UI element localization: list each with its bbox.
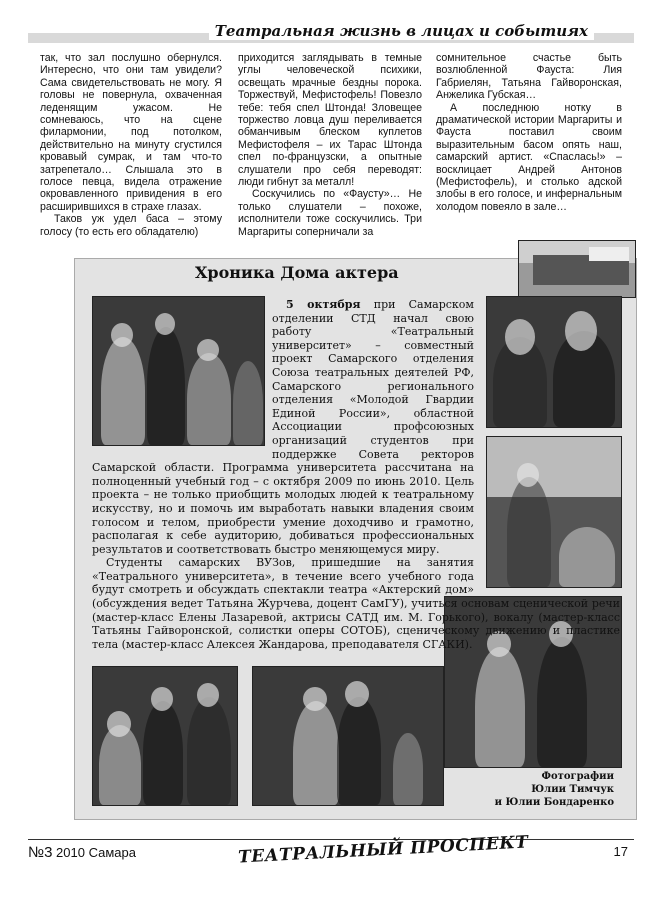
header-title: Театральная жизнь в лицах и событиях [209, 22, 594, 40]
issue-year-city: 2010 Самара [52, 845, 136, 860]
issue-number: №3 [28, 844, 53, 861]
page-header [28, 22, 634, 48]
article-column-1 [40, 52, 222, 238]
footer-rule [28, 839, 634, 840]
page-number: 17 [613, 844, 628, 859]
paragraph: А последнюю нотку в драматической истории Маргариты и Фауста поставил своим выразительным басом опять наш, самарский артист. «Спаслась!» – восклицает Андрей Антонов (Мефистофель), и столько адской злобы в его голосе, и инфернальным холодом повеяло в зале… [436, 101, 622, 213]
article-column-3 [436, 52, 622, 213]
paragraph: так, что зал послушно обернулся. Интересно, что они там увидели? Сама свидетельствовать не могу. Я головы не повернула, охваченная леденящим ужасом. Не сомневаюсь, что на сцене филармонии, под потолком, действительно на минуту сгустился кровавый сумрак, и там что-то затрепетало… Слышала это в голосе певца, видела отражение окровавленного привидения в его расширившихся в страхе глазах. [40, 52, 222, 213]
chronicle-date: 5 октября [286, 298, 361, 311]
chronicle-text [92, 298, 620, 651]
paragraph: приходится заглядывать в темные углы человеческой психики, освещать мрачные бездны порока. Торжествуй, Мефистофель! Повезло тебе: тебя спел Штонда! Зловещее торжество ловца душ переливается обманчивым блеском куплетов Мефистофеля – их Тарас Штонда спел по-французски, а опытные слушатели про себя переводят: люди гибнут за металл! [238, 52, 422, 189]
credit-line: Юлии Тимчук [531, 784, 614, 795]
paragraph: сомнительное счастье быть возлюбленной Фауста: Лия Габриелян, Татьяна Гайворонская, Анжелика Губская… [436, 52, 622, 102]
issue-info [28, 844, 136, 861]
magazine-name: ТЕАТРАЛЬНЫЙ ПРОСПЕКТ [237, 832, 529, 868]
chronicle-paragraph-2: Студенты самарских ВУЗов, пришедшие на занятия «Театрального университета», в течение всего учебного года будут смотреть и обсуждать спектакли театра «Актерский дом» (обсуждения ведет Татьяна Журчева, доцент СамГУ), учиться основам сценической речи (мастер-класс Елены Лазаревой, актрисы САТД им. М. Горького), вокалу (мастер-класс Татьяны Гайворонской, солистки оперы СОТОБ), сценическому движению и пластике тела (мастер-класс Алексея Жандарова, преподавателя СГАКИ). [92, 556, 620, 651]
credit-line: и Юлии Бондаренко [494, 797, 614, 808]
paragraph: Таков уж удел баса – этому голосу (то есть его обладателю) [40, 213, 222, 238]
paragraph: Соскучились по «Фаусту»… Не только слушатели – похоже, исполнители тоже соскучились. Три Маргариты соперничали за [238, 188, 422, 238]
chronicle-paragraph-1-text: при Самарском отделении СТД начал свою работу «Театральный университет» – совместный проект Самарского отделения Союза театральных деятелей РФ, Самарского регионального отделения «Молодой Гвардии Единой России», областной Ассоциации профсоюзных организаций студентов при поддержке Совета ректоров Самарской области. Программа университета рассчитана на полноценный учебный год – с октября 2009 по июнь 2010. Цель проекта – не только приобщить молодых людей к театральному искусству, но и помочь им выработать навыки владения своим голосом и телом, приобрести умение доходчиво и грамотно, располагая к себе аудиторию, добиваться профессиональных результатов и соответствовать быстро меняющемуся миру. [92, 298, 474, 556]
rehearsal-photo [252, 666, 444, 806]
building-photo [518, 240, 636, 298]
chronicle-title: Хроника Дома актера [195, 263, 399, 282]
article-column-2 [238, 52, 422, 238]
credit-line: Фотографии [541, 771, 614, 782]
page-footer [28, 832, 634, 868]
three-girls-photo [92, 666, 238, 806]
photo-credit [464, 770, 614, 809]
